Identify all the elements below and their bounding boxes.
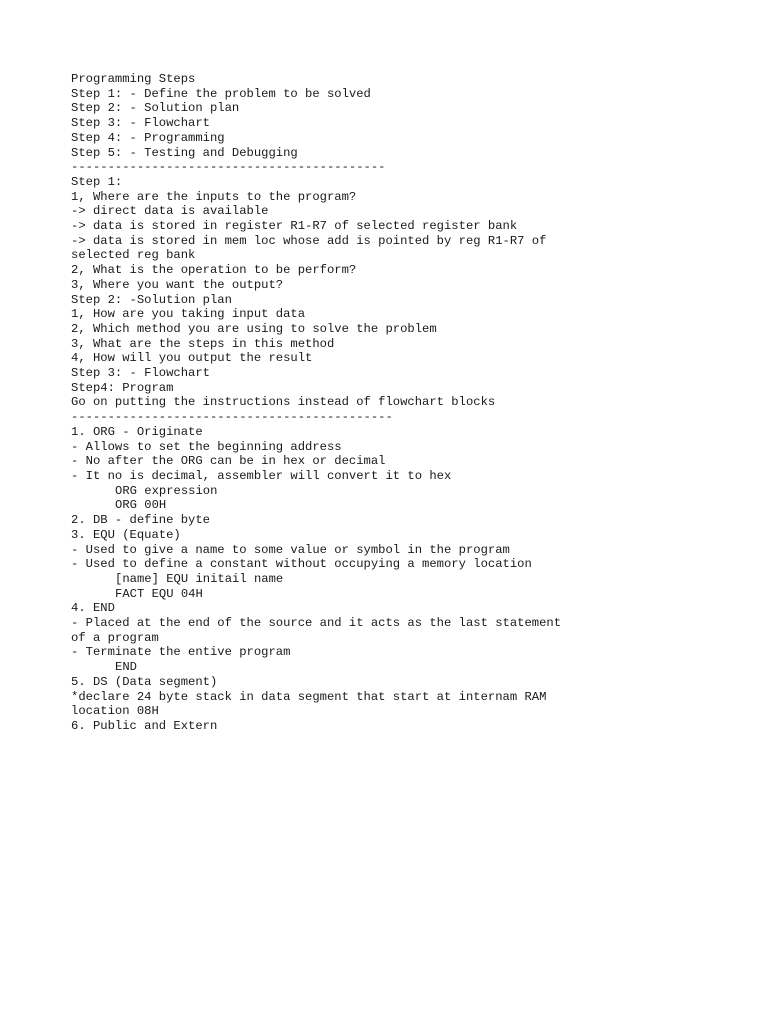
- text-line: location 08H: [71, 704, 159, 719]
- text-line: Programming Steps: [71, 72, 196, 86]
- text-line: Go on putting the instructions instead of flowchart blocks: [71, 395, 496, 410]
- text-line: Step 1: - Define the problem to be solved: [71, 86, 371, 101]
- text-line: 4. END: [71, 601, 115, 616]
- text-line: - It no is decimal, assembler will convert it to hex: [71, 468, 452, 483]
- text-line: - Terminate the entive program: [71, 645, 291, 660]
- text-line: --------------------------------------------: [71, 410, 393, 425]
- text-line: Step 2: - Solution plan: [71, 101, 240, 116]
- text-line: 6. Public and Extern: [71, 718, 218, 733]
- text-line: selected reg bank: [71, 248, 196, 263]
- text-line: 2, Which method you are using to solve the problem: [71, 321, 437, 336]
- text-line: - No after the ORG can be in hex or decimal: [71, 454, 386, 469]
- text-line: *declare 24 byte stack in data segment that start at internam RAM: [71, 689, 547, 704]
- text-line: 1, Where are the inputs to the program?: [71, 189, 357, 204]
- text-line: -------------------------------------------: [71, 160, 386, 175]
- text-line: - Placed at the end of the source and it acts as the last statement: [71, 616, 562, 631]
- text-line: of a program: [71, 630, 159, 645]
- text-line: 3, Where you want the output?: [71, 277, 284, 292]
- text-line: 3. EQU (Equate): [71, 527, 181, 542]
- text-line: Step 2: -Solution plan: [71, 292, 232, 307]
- text-line: 1. ORG - Originate: [71, 424, 203, 439]
- text-line: FACT EQU 04H: [115, 586, 203, 601]
- text-line: [name] EQU initail name: [115, 571, 284, 586]
- text-line: 5. DS (Data segment): [71, 674, 218, 689]
- text-line: 2, What is the operation to be perform?: [71, 263, 357, 278]
- text-line: - Used to define a constant without occupying a memory location: [71, 557, 532, 572]
- text-line: Step 4: - Programming: [71, 130, 225, 145]
- text-line: - Allows to set the beginning address: [71, 439, 342, 454]
- text-line: 1, How are you taking input data: [71, 307, 306, 322]
- text-line: -> data is stored in mem loc whose add is pointed by reg R1-R7 of: [71, 233, 547, 248]
- text-line: ORG expression: [115, 483, 218, 498]
- text-line: 4, How will you output the result: [71, 351, 313, 366]
- text-line: Step 1:: [71, 174, 123, 189]
- text-line: -> data is stored in register R1-R7 of selected register bank: [71, 219, 518, 234]
- text-line: 3, What are the steps in this method: [71, 336, 335, 351]
- text-line: 2. DB - define byte: [71, 513, 210, 528]
- text-line: Step 3: - Flowchart: [71, 366, 210, 381]
- text-line: ORG 00H: [115, 498, 167, 513]
- text-line: - Used to give a name to some value or symbol in the program: [71, 542, 510, 557]
- text-line: Step 3: - Flowchart: [71, 116, 210, 131]
- text-line: Step4: Program: [71, 380, 174, 395]
- document-body: [71, 72, 671, 734]
- text-line: Step 5: - Testing and Debugging: [71, 145, 298, 160]
- text-line: END: [115, 660, 137, 675]
- text-line: -> direct data is available: [71, 204, 269, 219]
